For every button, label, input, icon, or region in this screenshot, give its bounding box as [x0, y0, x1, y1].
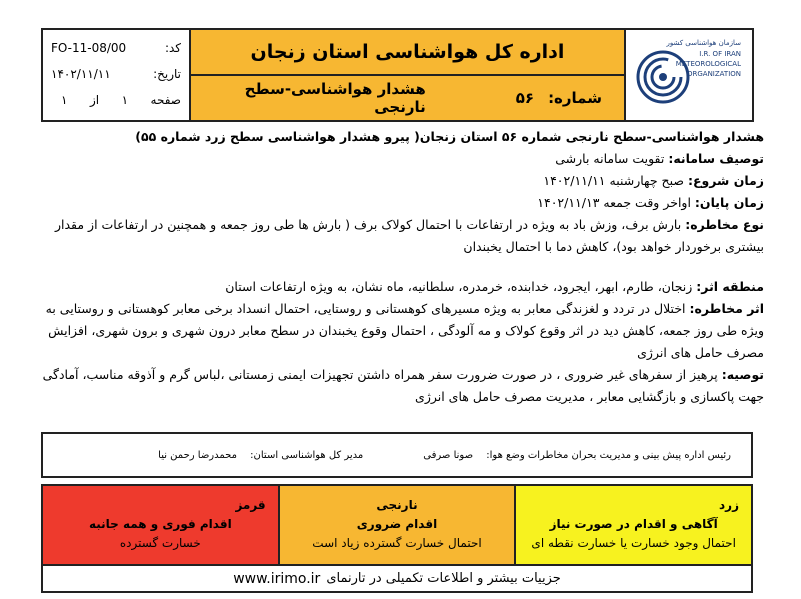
system-description — [34, 148, 764, 170]
system-description-value: تقویت سامانه بارشی — [555, 151, 665, 166]
warning-number — [516, 89, 602, 107]
office-title: اداره کل هواشناسی استان زنجان — [191, 30, 624, 76]
end-time — [34, 192, 764, 214]
hazard-type-value: بارش برف، وزش باد به ویژه در ارتفاعات با احتمال کولاک برف ( بارش ها طی روز جمعه و همچنین در ارتفاعات از مقدار بیشتری برخوردار خواهد بود)، کاهش دما با احتمال یخبندان — [54, 217, 764, 254]
logo-line-1: I.R. OF IRAN — [699, 50, 741, 58]
date-row — [51, 61, 181, 87]
page-of: از — [89, 93, 100, 107]
level-orange-name: نارنجی — [376, 498, 418, 512]
hazard-effect-label: اثر مخاطره: — [689, 301, 764, 316]
warning-subtitle: هشدار هواشناسی-سطح نارنجی — [244, 80, 426, 116]
warning-number-value: ۵۶ — [515, 89, 535, 107]
level-orange-action: اقدام ضروری — [356, 517, 438, 531]
signature-box — [41, 432, 753, 478]
logo-text-fa: سازمان هواشناسی کشور — [666, 39, 741, 47]
advice-label: توصیه: — [721, 367, 764, 382]
hazard-type-label: نوع مخاطره: — [685, 217, 764, 232]
logo-spiral-icon — [633, 35, 745, 115]
warning-body — [34, 126, 764, 408]
level-red-action: اقدام فوری و همه جانبه — [88, 517, 232, 531]
date-label: تاریخ: — [153, 67, 181, 81]
page-row — [51, 87, 181, 113]
affected-area-label: منطقه اثر: — [696, 279, 764, 294]
logo-line-2: METEOROLOGICAL — [675, 60, 741, 68]
doc-code-row — [51, 35, 181, 61]
doc-code: FO-11-08/00 — [51, 41, 127, 55]
signature-1-role: رئیس اداره پیش بینی و مدیریت بحران مخاطرات وضع هوا: — [486, 449, 731, 461]
level-yellow-desc: احتمال وجود خسارت یا خسارت نقطه ای — [531, 536, 736, 550]
page-total: ۱ — [61, 93, 68, 107]
footer-link[interactable]: www.irimo.ir — [233, 570, 321, 587]
level-orange — [278, 486, 515, 564]
spacer — [34, 258, 764, 276]
level-red — [43, 486, 278, 564]
level-yellow-action: آگاهی و اقدام در صورت نیاز — [549, 517, 718, 531]
level-yellow — [514, 486, 751, 564]
irimo-logo — [624, 30, 752, 120]
headline-text: هشدار هواشناسی-سطح نارنجی شماره ۵۶ استان زنجان( پیرو هشدار هواشناسی سطح زرد شماره ۵۵) — [135, 129, 764, 144]
signature-2-role: مدیر کل هواشناسی استان: — [250, 449, 364, 461]
footer-text: جزییات بیشتر و اطلاعات تکمیلی در تارنمای — [326, 571, 561, 586]
date: ۱۴۰۲/۱۱/۱۱ — [51, 67, 111, 81]
logo-line-3: ORGANIZATION — [686, 70, 741, 78]
page-label: صفحه — [150, 93, 181, 107]
system-description-label: توصیف سامانه: — [668, 151, 764, 166]
advice — [34, 364, 764, 408]
signature-director — [158, 450, 363, 461]
signature-2-name: محمدرضا رحمن نیا — [158, 449, 237, 461]
signature-forecast-head — [423, 450, 731, 461]
affected-area — [34, 276, 764, 298]
doc-code-label: کد: — [164, 41, 181, 55]
hazard-effect-value: اختلال در تردد و لغزندگی معابر به ویژه مسیرهای کوهستانی و روستایی، احتمال انسداد برخی معابر کوهستانی و روستایی به ویژه طی روز جمعه، کاهش دید در اثر وقوع کولاک و مه آلودگی ، احتمال وقوع یخبندان در سطح معابر درون شهری و برون شهری، افزایش مصرف حامل های انرژی — [45, 301, 764, 360]
footer — [41, 566, 753, 593]
document-meta — [43, 30, 191, 120]
hazard-type — [34, 214, 764, 258]
warning-subtitle-row — [191, 76, 624, 120]
headline — [34, 126, 764, 148]
start-time — [34, 170, 764, 192]
level-orange-desc: احتمال خسارت گسترده زیاد است — [312, 536, 482, 550]
end-time-value: اواخر وقت جمعه ۱۴۰۲/۱۱/۱۳ — [537, 195, 691, 210]
start-time-label: زمان شروع: — [687, 173, 764, 188]
level-yellow-name: زرد — [719, 498, 739, 512]
header-center — [191, 30, 624, 120]
warning-levels-legend — [41, 484, 753, 566]
document-header — [41, 28, 754, 122]
level-red-desc: خسارت گسترده — [119, 536, 201, 550]
affected-area-value: زنجان، طارم، ابهر، ایجرود، خدابنده، خرمدره، سلطانیه، ماه نشان، به ویژه ارتفاعات استان — [225, 279, 693, 294]
advice-value: پرهیز از سفرهای غیر ضروری ، در صورت ضرورت سفر همراه داشتن تجهیزات ایمنی زمستانی ،لباس گرم و آذوقه مناسب، آمادگی جهت پاکسازی و بازگشایی معابر ، مدیریت مصرف حامل های انرژی — [42, 367, 764, 404]
end-time-label: زمان پایان: — [694, 195, 764, 210]
signature-1-name: صونا صرفی — [423, 449, 474, 461]
hazard-effect — [34, 298, 764, 364]
level-red-name: قرمز — [235, 498, 266, 512]
page-num: ۱ — [121, 93, 129, 107]
warning-number-label: شماره: — [548, 89, 602, 107]
start-time-value: صبح چهارشنبه ۱۴۰۲/۱۱/۱۱ — [543, 173, 684, 188]
